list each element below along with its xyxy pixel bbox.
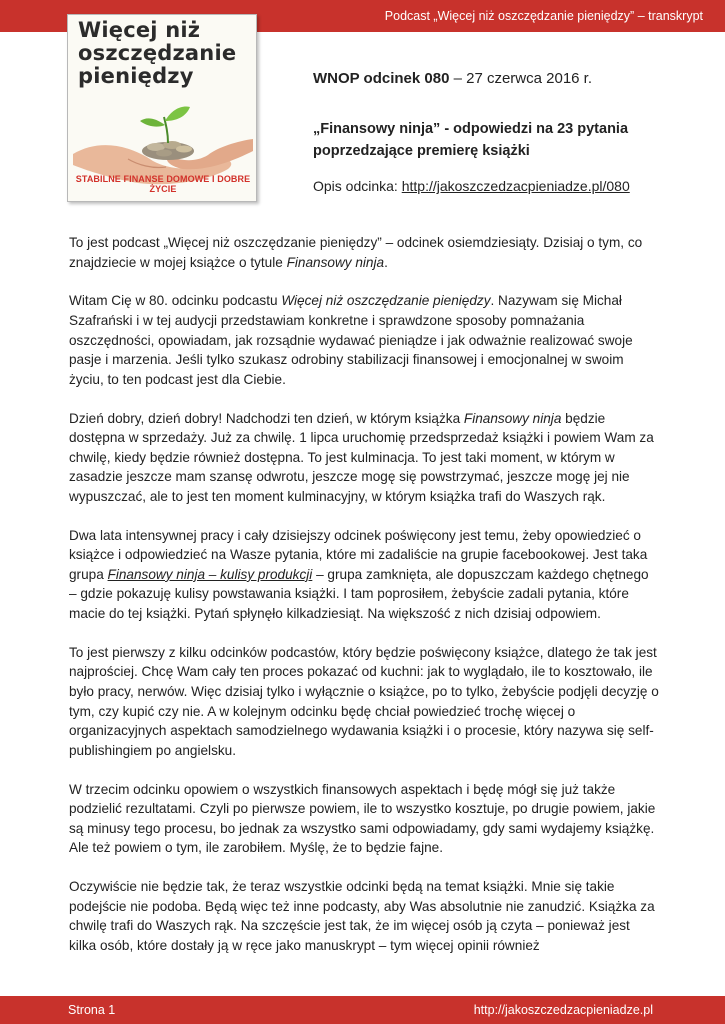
text: Dzień dobry, dzień dobry! Nadchodzi ten dzień, w którym książka <box>69 410 464 426</box>
paragraph <box>69 291 659 389</box>
episode-title <box>313 118 673 162</box>
paragraph <box>69 409 659 507</box>
transcript-body <box>69 233 659 956</box>
paragraph: Oczywiście nie będzie tak, że teraz wszystkie odcinki będą na temat książki. Mnie się takie podejście nie podoba. Będą więc też inne podcasty, aby Was absolutnie nie zanudzić. Książka za chwilę trafi do Waszych rąk. Na szczęście jest tak, że im więcej osób ją czyta – ponieważ jest kilka osób, które dostały ją w ręce jako manuskrypt – tym więcej opinii również <box>69 879 655 953</box>
paragraph: W trzecim odcinku opowiem o wszystkich finansowych aspektach i będę mógł się już także podzielić rezultatami. Czyli po pierwsze powiem, ile to wszystko kosztuje, po drugie powiem, jakie są minusy tego procesu, bo jednak za wszystko sami odpowiadamy, gdy sami wydajemy książkę. Ale też powiem o tym, ile zarobiłem. Myślę, że to będzie fajne. <box>69 781 656 856</box>
paragraph <box>69 233 659 272</box>
cover-title <box>78 19 253 88</box>
episode-title-line: poprzedzające premierę książki <box>313 143 530 159</box>
header-title: Podcast „Więcej niż oszczędzanie pieniędzy” – transkrypt <box>384 9 703 23</box>
episode-title-line: „Finansowy ninja” - odpowiedzi na 23 pytania <box>313 121 629 137</box>
paragraph <box>69 526 659 624</box>
footer-band <box>0 996 725 1024</box>
cover-title-line: oszczędzanie <box>78 41 237 65</box>
book-title: Finansowy ninja <box>286 254 385 270</box>
text: . <box>384 254 388 270</box>
episode-heading <box>313 70 673 87</box>
text: – grupa zamknięta, ale dopuszczam każdego chętnego – gdzie pokazuję kulisy powstawania książki. I tam poprosiłem, żebyście zadali pytania, które macie do tej książki. Pytań spłynęło kilkadziesiąt. Na większość z nich dzisiaj odpowiem. <box>69 566 649 622</box>
book-cover <box>67 14 257 202</box>
episode-description <box>313 178 673 194</box>
cover-title-line: Więcej niż <box>78 18 201 42</box>
text: To jest podcast „Więcej niż oszczędzanie pieniędzy” – odcinek osiemdziesiąty. Dzisiaj o tym, co znajdziecie w mojej książce o tytule <box>69 235 643 270</box>
cover-subtitle: STABILNE FINANSE DOMOWE I DOBRE ŻYCIE <box>75 174 251 194</box>
cover-title-line: pieniędzy <box>78 64 194 88</box>
text: Dwa lata intensywnej pracy i cały dzisiejszy odcinek poświęcony jest temu, żeby opowiedzieć o książce i odpowiedzieć na Wasze pytania, które mi zadaliście na grupie facebookowej. Jest taka grupa <box>69 527 648 582</box>
episode-code: WNOP odcinek 080 <box>313 70 450 87</box>
episode-link[interactable]: http://jakoszczedzacpieniadze.pl/080 <box>401 178 630 194</box>
footer-url[interactable]: http://jakoszczedzacpieniadze.pl <box>473 1003 653 1017</box>
page-number: Strona 1 <box>68 1003 116 1017</box>
paragraph: To jest pierwszy z kilku odcinków podcastów, który będzie poświęcony książce, dlatego że tak jest najprościej. Chcę Wam cały ten proces pokazać od kuchni: jak to wyglądało, ile to kosztowało, ile było pracy, nerwów. Więc dzisiaj tylko i wyłącznie o książce, po to tylko, żebyście podjęli decyzję o tym, czy kupić czy nie. A w kolejnym odcinku będę chciał powiedzieć trochę więcej o organizacyjnych aspektach samodzielnego wydawania książki i o procesie, który nazywa się self-publishingiem po angielsku. <box>69 644 659 758</box>
text: Witam Cię w 80. odcinku podcastu <box>69 293 282 309</box>
text: będzie dostępna w sprzedaży. Już za chwilę. 1 lipca uruchomię przedsprzedaż książki i powiem Wam za chwilę, kiedy będzie również dostępna. To jest kulminacja. To jest taki moment, w którym w zasadzie jeszcze mam szansę odwrotu, jeszcze mogę się powstrzymać, jeszcze mogę jej nie wypuszczać, ale to jest ten moment kulminacyjny, w którym książka trafi do Waszych rąk. <box>69 410 654 504</box>
book-title: Finansowy ninja <box>463 410 562 426</box>
group-link[interactable]: Finansowy ninja – kulisy produkcji <box>107 566 313 582</box>
episode-date: – 27 czerwca 2016 r. <box>449 70 593 87</box>
podcast-title: Więcej niż oszczędzanie pieniędzy <box>281 293 491 309</box>
text: . Nazywam się Michał Szafrański i w tej audycji przedstawiam konkretne i sprawdzone sposoby pomnażania oszczędności, opowiadam, jak rozsądnie wydawać pieniądze i jak odważnie realizować swoje pasje i marzenia. Jeśli tylko szukasz odrobiny stabilizacji finansowej i emocjonalnej w swoim życiu, to ten podcast jest dla Ciebie. <box>69 293 633 387</box>
description-label: Opis odcinka: <box>313 178 402 194</box>
